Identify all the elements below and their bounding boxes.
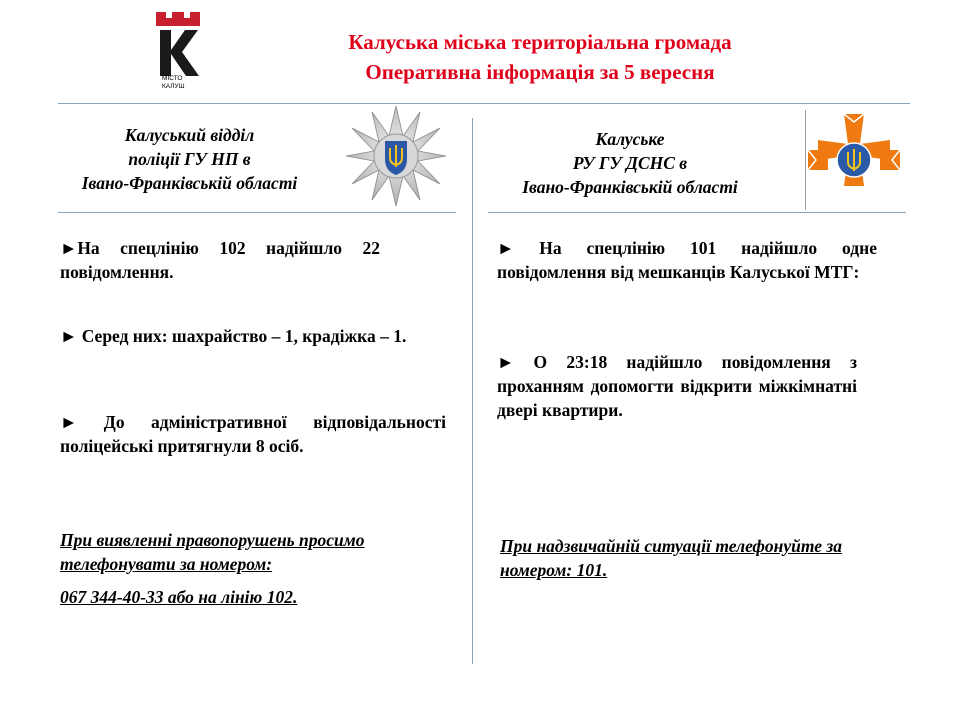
- dsns-item-calls: ► На спецлінію 101 надійшло одне повідомлення від мешканців Калуської МТГ:: [497, 238, 877, 282]
- police-item-crimes: ► Серед них: шахрайство – 1, крадіжка – 1.: [60, 326, 407, 346]
- dsns-org-title: [490, 127, 770, 199]
- police-star-emblem-icon: [340, 104, 452, 209]
- police-org-title: [52, 123, 327, 195]
- right-section-divider: [488, 212, 906, 213]
- police-org-line2: поліції ГУ НП в: [128, 149, 251, 169]
- police-item-calls: ►На спецлінію 102 надійшло 22 повідомлення.: [60, 238, 380, 282]
- police-org-line1: Калуський відділ: [124, 125, 255, 145]
- dsns-org-line2: РУ ГУ ДСНС в: [572, 153, 688, 173]
- logo-caption-line2: КАЛУШ: [162, 82, 185, 90]
- police-phone-text: 067 344-40-33 або на лінію 102.: [60, 587, 298, 607]
- dsns-item-incident: ► О 23:18 надійшло повідомлення з проханням допомогти відкрити міжкімнатні двері квартири.: [497, 352, 857, 420]
- column-divider: [472, 118, 473, 664]
- logo-caption-line1: МІСТО: [162, 75, 183, 82]
- police-item-admin: ► До адміністративної відповідальності поліцейські притягнули 8 осіб.: [60, 412, 446, 456]
- dsns-org-line3: Івано-Франківській області: [522, 177, 738, 197]
- dsns-org-line1: Калуське: [595, 129, 665, 149]
- logo-caption: [150, 75, 206, 90]
- left-section-divider: [58, 212, 456, 213]
- police-cta-text: При виявленні правопорушень просимо телефонувати за номером:: [60, 530, 365, 574]
- dsns-cta-text: При надзвичайній ситуації телефонуйте за номером: 101.: [500, 536, 842, 580]
- police-org-line3: Івано-Франківській області: [81, 173, 298, 193]
- header-title: Калуська міська територіальна громада: [348, 30, 732, 54]
- header-subtitle: Оперативна інформація за 5 вересня: [365, 60, 715, 84]
- top-divider: [58, 103, 910, 104]
- dsns-cross-emblem-icon: [805, 110, 903, 210]
